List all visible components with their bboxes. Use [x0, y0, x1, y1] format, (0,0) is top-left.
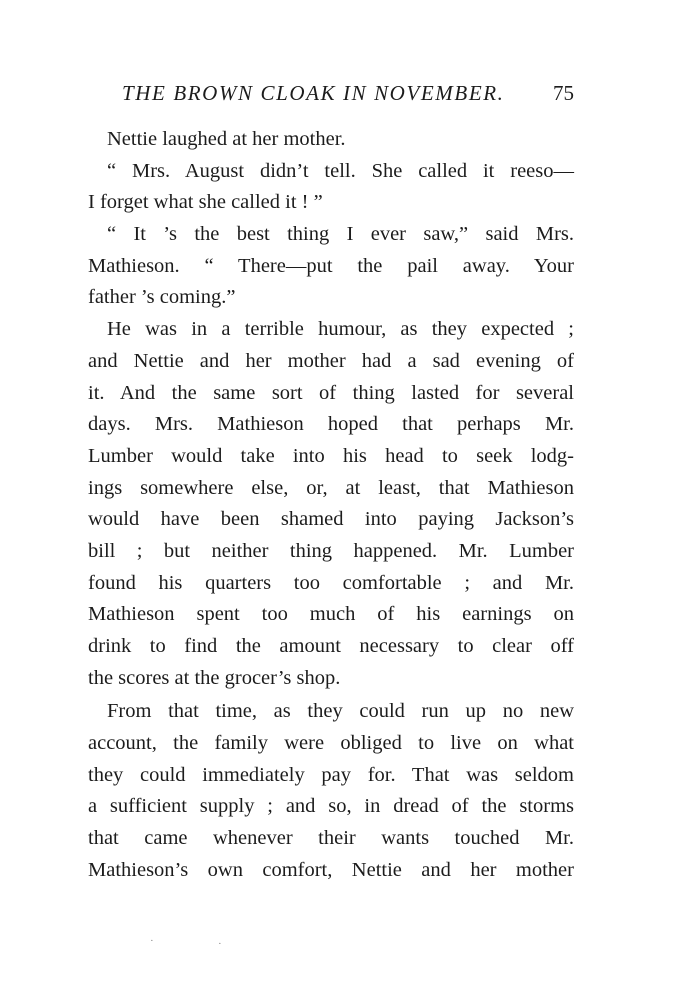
text-line: and Nettie and her mother had a sad evening of: [88, 349, 574, 372]
body-text: [88, 124, 574, 887]
paper-speck: ·: [218, 938, 222, 950]
paper-speck: ·: [150, 935, 154, 947]
text-line: “ It ’s the best thing I ever saw,” said Mrs.: [107, 223, 574, 246]
text-line: “ Mrs. August didn’t tell. She called it reeso—: [107, 159, 574, 182]
text-line: Mathieson’s own comfort, Nettie and her mother: [88, 858, 574, 881]
text-line: the scores at the grocer’s shop.: [88, 666, 341, 689]
text-line: Lumber would take into his head to seek lodg-: [88, 444, 574, 467]
text-line: days. Mrs. Mathieson hoped that perhaps Mr.: [88, 413, 574, 436]
text-line: ings somewhere else, or, at least, that Mathieson: [88, 476, 574, 499]
text-line: it. And the same sort of thing lasted for several: [88, 381, 574, 404]
running-title: THE BROWN CLOAK IN NOVEMBER.: [122, 81, 505, 105]
text-line: Mathieson spent too much of his earnings on: [88, 603, 574, 626]
text-line: I forget what she called it ! ”: [88, 191, 323, 214]
running-head: [84, 78, 574, 110]
text-line: account, the family were obliged to live on what: [88, 732, 574, 755]
text-line: drink to find the amount necessary to clear off: [88, 635, 574, 657]
page-number: 75: [553, 81, 574, 105]
text-line: Nettie laughed at her mother.: [107, 128, 346, 150]
text-line: that came whenever their wants touched Mr.: [88, 827, 574, 850]
text-line: Mathieson. “ There—put the pail away. Your: [88, 254, 574, 277]
text-line: He was in a terrible humour, as they expected ;: [107, 318, 574, 341]
text-line: a sufficient supply ; and so, in dread of the storms: [88, 795, 574, 818]
text-line: father ’s coming.”: [88, 286, 236, 309]
text-line: bill ; but neither thing happened. Mr. Lumber: [88, 539, 574, 562]
text-line: they could immediately pay for. That was seldom: [88, 763, 574, 786]
text-line: found his quarters too comfortable ; and Mr.: [88, 571, 574, 594]
text-line: From that time, as they could run up no new: [107, 700, 574, 723]
text-line: would have been shamed into paying Jackson’s: [88, 508, 574, 531]
